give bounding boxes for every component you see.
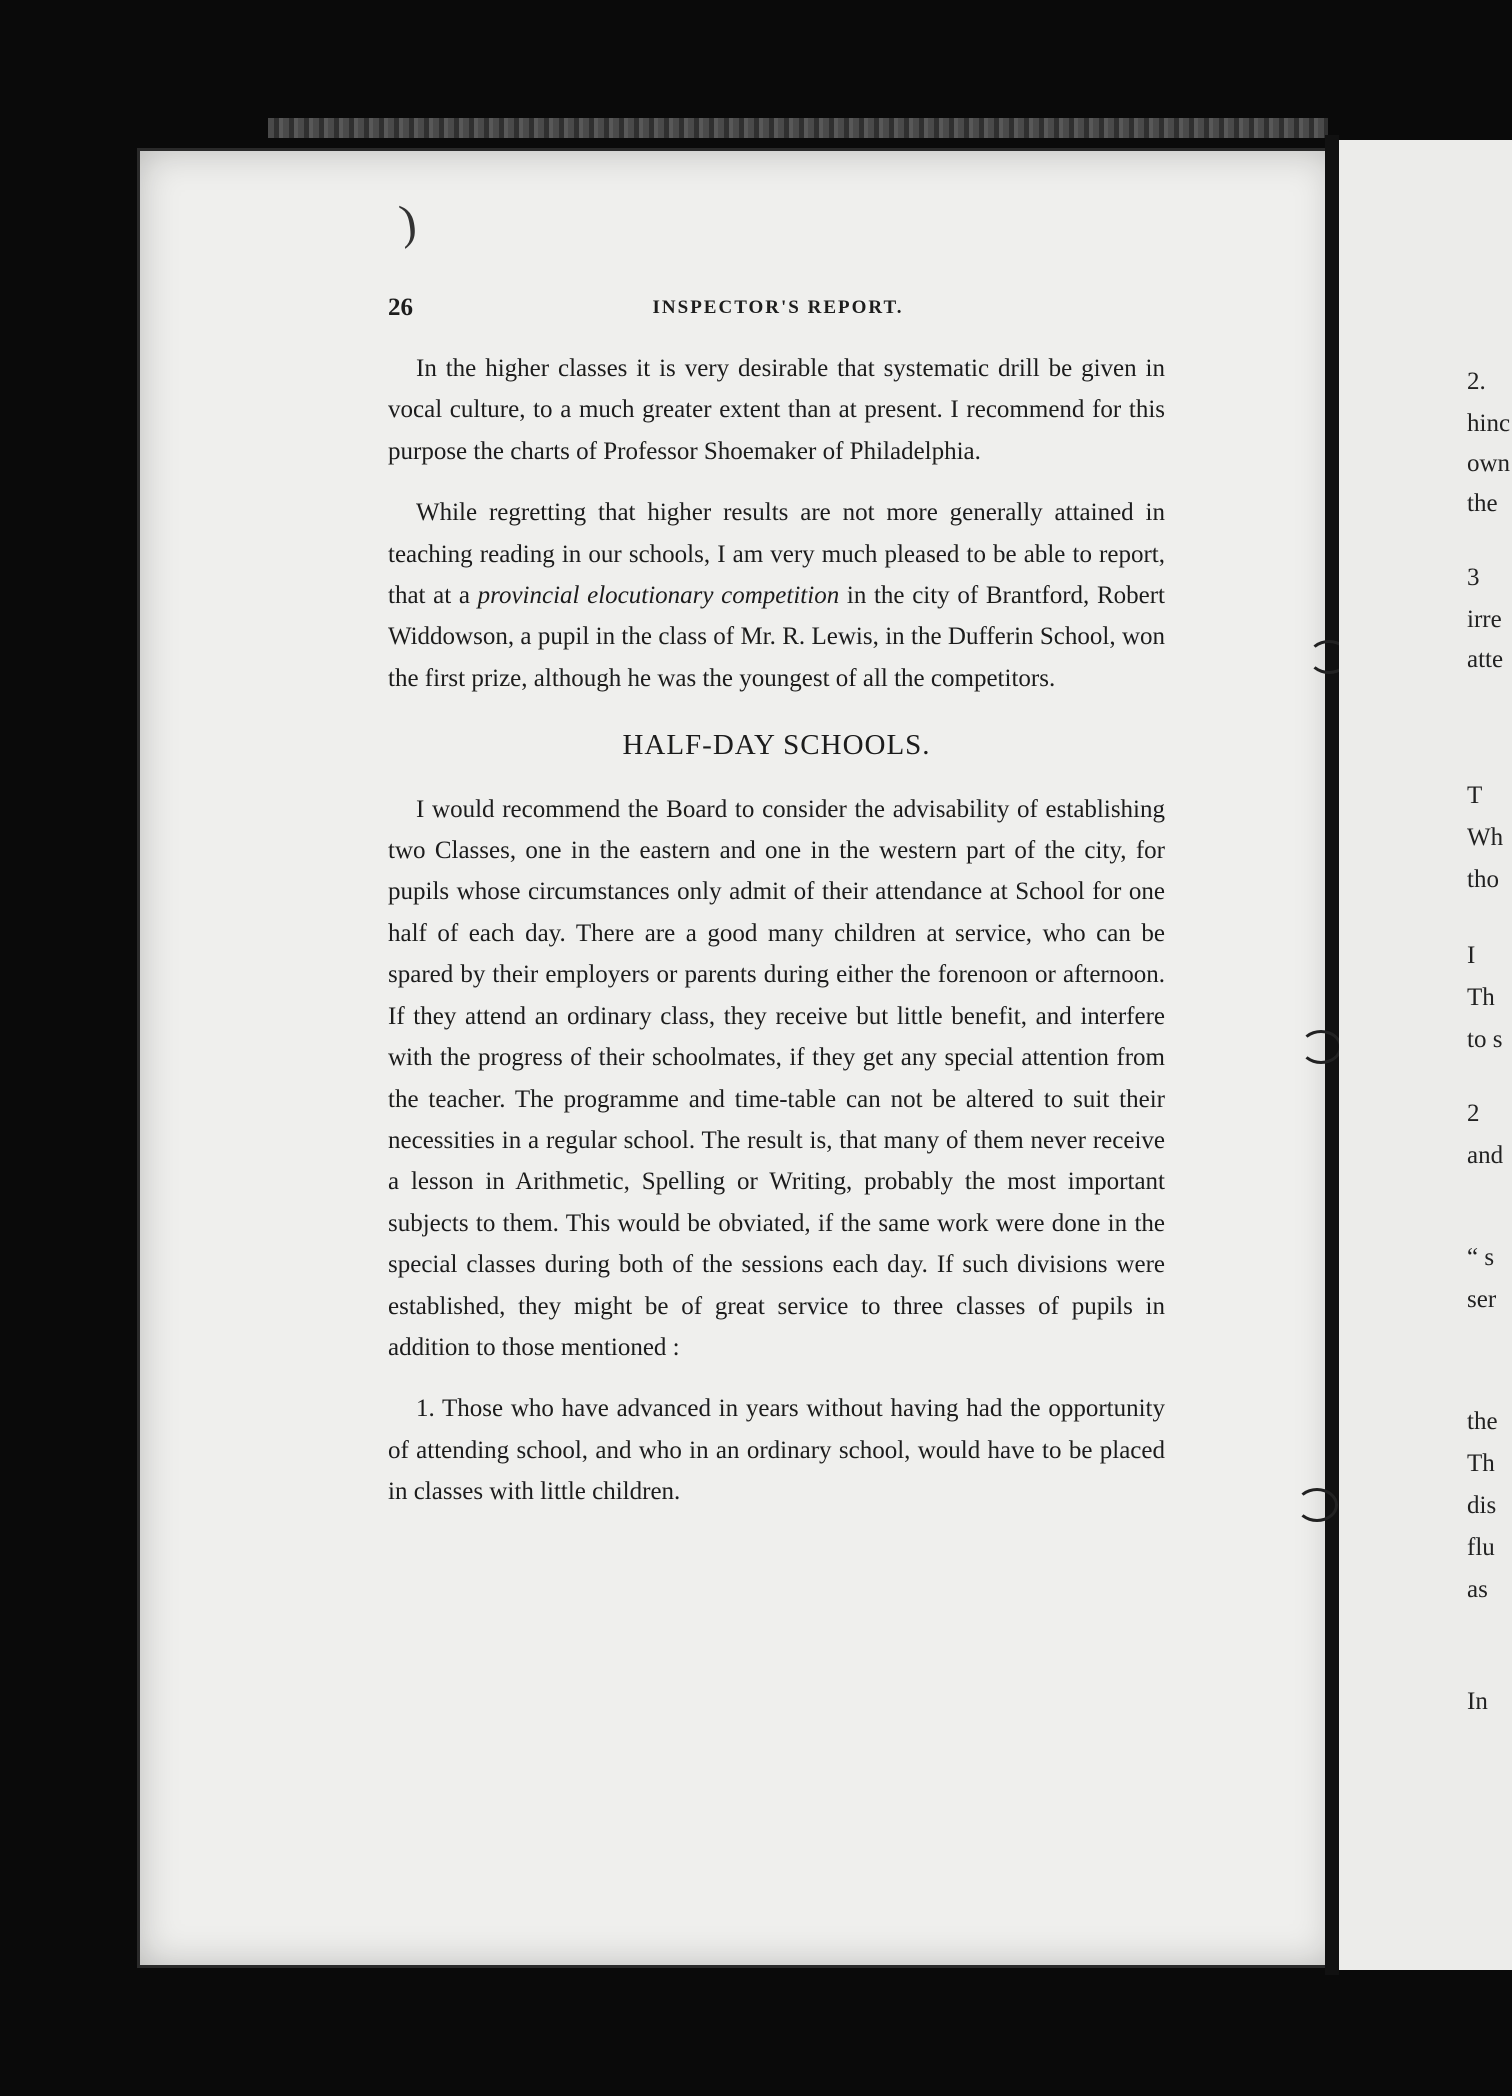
margin-mark: ) [396,195,420,250]
facing-text-fragment: to s [1467,1026,1503,1053]
page-number: 26 [388,294,413,321]
paragraph-half-day-schools: I would recommend the Board to consider the advisability of establishing two Classes, one in the eastern and one in the western part of the city, for pupils whose circumstances only admit of their attendance at School for one half of each day. There are a good many children at service, who can be spared by their employers or parents during either the forenoon or afternoon. If they attend an ordinary class, they receive but little benefit, and interfere with the progress of their schoolmates, if they get any special attention from the teacher. The programme and time-table can not be altered to suit their necessities in a regular school. The result is, that many of them never receive a lesson in Arithmetic, Spelling or Writing, probably the most important subjects to them. This would be obviated, if the same work were done in the special classes during both of the sessions each day. If such divisions were established, they might be of great service to three classes of pupils in addition to those mentioned : [388,795,1165,1361]
facing-page [1339,140,1512,1970]
facing-text-fragment: “ s [1467,1244,1495,1271]
facing-text-fragment: the [1467,490,1498,517]
paragraph-text-end: in the city of Brantford, Robert Widdowson, a pupil in the class of Mr. R. Lewis, in the Dufferin School, won the first prize, although he was the youngest of all the competitors. [388,582,1165,692]
facing-text-fragment: 3 [1467,564,1480,591]
scan-edge-strip [268,118,1328,138]
running-head: INSPECTOR'S REPORT. [652,297,904,318]
facing-text-fragment: 2 [1467,1100,1480,1127]
facing-text-fragment: as [1467,1576,1488,1603]
facing-text-fragment: ser [1467,1286,1497,1313]
paragraph-text-start: While regretting that higher results are not more generally attained in teaching reading in our schools, I am very much pleased to be able to report, that at a [388,499,1165,610]
facing-text-fragment: T [1467,782,1483,809]
list-item-1: 1. Those who have advanced in years without having had the opportunity of attending school, and who in an ordinary school, would have to be placed in classes with little children. [388,1395,1165,1506]
facing-text-fragment: dis [1467,1492,1497,1519]
page-header [388,294,1168,328]
facing-text-fragment: own [1467,450,1511,477]
facing-text-fragment: Th [1467,984,1495,1011]
binding-ring [1300,1030,1342,1064]
page-text [388,348,1165,1513]
facing-text-fragment: irre [1467,606,1502,633]
facing-text-fragment: flu [1467,1534,1495,1561]
facing-text-fragment: and [1467,1142,1504,1169]
paragraph-elocution-competition [388,492,1165,699]
facing-text-fragment: atte [1467,646,1504,673]
facing-text-fragment: Wh [1467,824,1504,851]
binding-ring [1296,1488,1338,1522]
facing-text-fragment: In [1467,1688,1488,1715]
facing-text-fragment: hinc [1467,410,1511,437]
italic-phrase: provincial elocutionary competition [477,582,840,610]
facing-text-fragment: 2. [1467,368,1486,395]
facing-text-fragment: Th [1467,1450,1495,1477]
facing-text-fragment: tho [1467,866,1499,893]
facing-text-fragment: the [1467,1408,1498,1435]
section-heading: HALF-DAY SCHOOLS. [622,729,931,762]
paragraph-vocal-culture: In the higher classes it is very desirable that systematic drill be given in vocal culture, to a much greater extent than at present. I recommend for this purpose the charts of Professor Shoemaker of Philadelphia. [388,355,1165,465]
facing-text-fragment: I [1467,942,1476,969]
